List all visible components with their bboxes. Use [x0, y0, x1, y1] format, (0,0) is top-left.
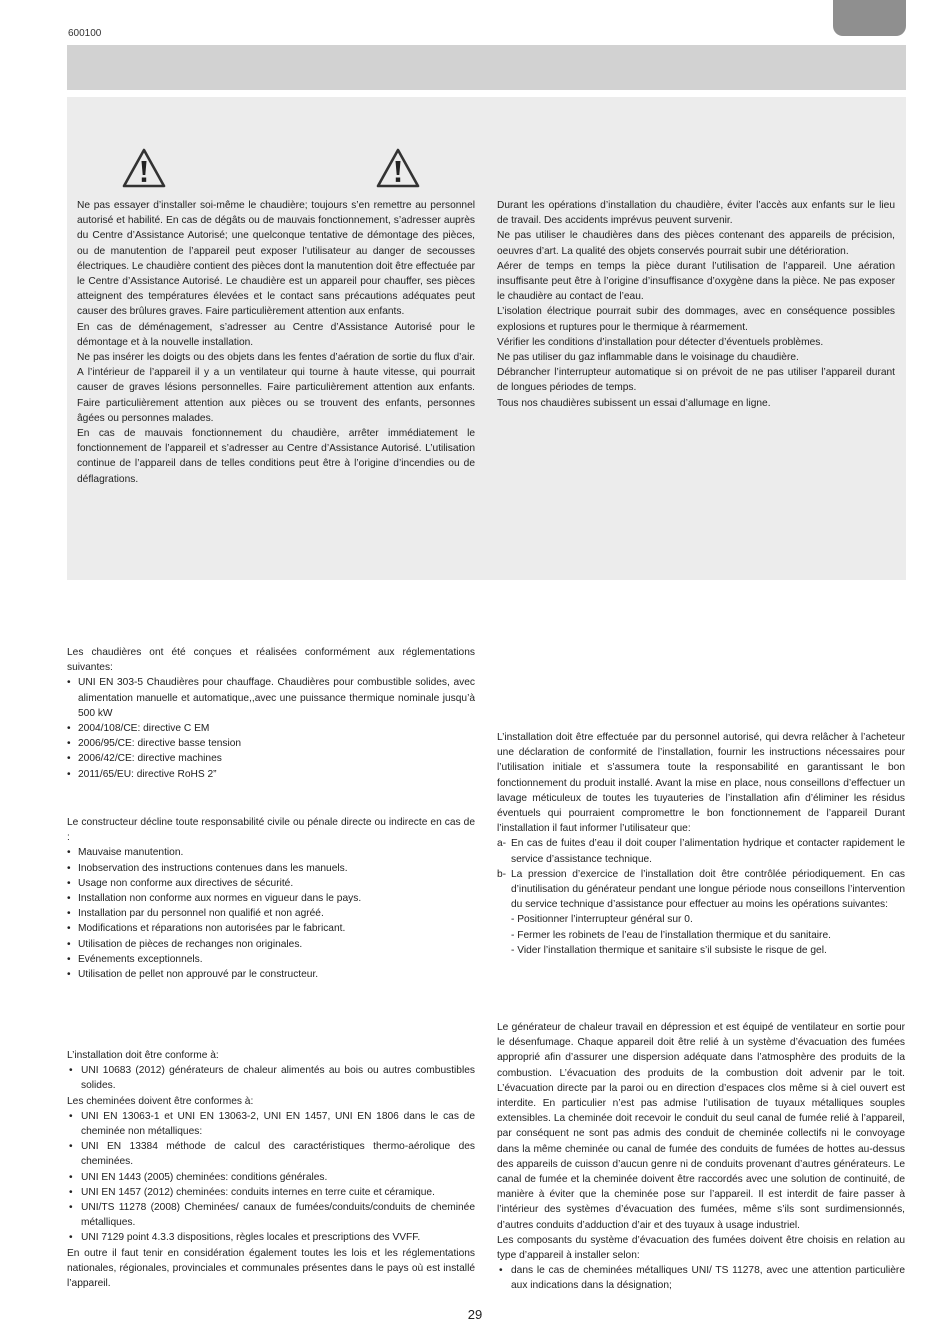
list-item: - Positionner l’interrupteur général sur 0.	[511, 914, 693, 926]
list-item-text: La pression d’exercice de l’installation doit être contrôlée périodiquement. En cas d’inutilisation du générateur pendant une longue période nous conseillons l’intervention du service technique d’assistance pour effectuer au moins les opérations suivantes:	[511, 868, 905, 911]
page-tab	[833, 0, 906, 36]
list-item: • UNI EN 13384 méthode de calcul des caractéristiques thermo-aérolique des cheminées.	[67, 1139, 475, 1169]
paragraph: En cas de déménagement, s’adresser au Centre d’Assistance Autorisé pour le démontage et à la nouvelle installation.	[77, 321, 475, 348]
list-item: • Utilisation de pellet non approuvé par le constructeur.	[67, 967, 475, 982]
paragraph: Ne pas insérer les doigts ou des objets dans les fentes d’aération de sortie du flux d’air. A l’intérieur de l’appareil il y a un ventilateur qui tourne à haute vitesse, qui pourrait causer de graves lésions personnelles. Faire particulièrement attention aux enfants. Faire particulièrement attention aux pièces ou se trouvent des enfants, personnes âgées ou personnes malades.	[77, 352, 475, 424]
list-item: • UNI/TS 11278 (2008) Cheminées/ canaux de fumées/conduits/conduits de cheminée métalliques.	[67, 1200, 475, 1230]
installer-section	[497, 730, 905, 958]
bullet-list	[67, 1109, 475, 1246]
lettered-list	[497, 836, 905, 958]
norms-section	[67, 645, 475, 782]
list-item: • Inobservation des instructions contenues dans les manuels.	[67, 861, 475, 876]
list-letter: b-	[497, 868, 507, 880]
list-item: • Evénements exceptionnels.	[67, 952, 475, 967]
list-item: • UNI 7129 point 4.3.3 dispositions, règles locales et prescriptions des VVFF.	[67, 1230, 475, 1245]
paragraph: Le générateur de chaleur travail en dépression et est équipé de ventilateur en sortie pour le désenfumage. Chaque appareil doit être relié à un système d’évacuation des fumées approprié afin d’assurer une dispersion adéquate dans l’atmosphère des produits de la combustion. L’évacuation des produits de la combustion doit advenir par le toit. L’évacuation directe par la paroi ou en direction d’espaces clos même si à ciel ouvert est interdite. En particulier n’est pas admise l’utilisation de tuyaux métalliques souples extensibles. La cheminée doit recevoir le conduit du seul canal de fumée relié à l’appareil, par conséquent ne sont pas admis des conduit de cheminée collectifs ni le convoyage dans la même cheminée ou canal de fumée des conduits de fumées de hottes au-dessus des appareils de cuisson d’aucun genre ni de conduits provenant d’autres générateurs. Le canal de fumée et la cheminée doivent être raccordés avec une solution de continuité, de manière à éviter que la cheminée pose sur l’appareil. Il est interdit de faire passer à l’intérieur des systèmes d’évacuation des fumées, même s’ils sont surdimensionnés, d’autres conduits d’adduction d’air et des tuyaux à usage industriel.	[497, 1022, 905, 1231]
paragraph: Débrancher l’interrupteur automatique si on prévoit de ne pas utiliser l’appareil durant de longues périodes de temps.	[497, 367, 895, 394]
flue-section	[497, 1020, 905, 1294]
list-letter: a-	[497, 838, 507, 850]
document-code: 600100	[68, 28, 102, 39]
list-item-text: En cas de fuites d’eau il doit couper l’alimentation hydrique et contacter rapidement le service d’assistance technique.	[511, 838, 905, 865]
paragraph: Tous nos chaudières subissent un essai d’allumage en ligne.	[497, 397, 771, 409]
warning-triangle-icon	[121, 147, 167, 189]
bullet-list	[67, 675, 475, 781]
warning-triangle-icon	[375, 147, 421, 189]
list-item: • 2004/108/CE: directive C EM	[67, 721, 475, 736]
list-item: • 2006/42/CE: directive machines	[67, 751, 475, 766]
paragraph: Aérer de temps en temps la pièce durant l’utilisation de l’appareil. Une aération insuffisante peut être à l’origine d’insuffisance d’oxygène dans la pièce. Ne pas exposer le chaudière au contact de l’eau.	[497, 260, 895, 303]
list-item: • Utilisation de pièces de rechanges non originales.	[67, 937, 475, 952]
list-item: • UNI EN 13063-1 et UNI EN 13063-2, UNI EN 1457, UNI EN 1806 dans le cas de cheminée non métalliques:	[67, 1109, 475, 1139]
paragraph: En cas de mauvais fonctionnement du chaudière, arrêter immédiatement le fonctionnement de l’appareil et s’adresser au Centre d’Assistance Autorisé. L’utilisation continue de l’appareil dans de telles conditions peut être à l’origine d’incendies ou de déflagrations.	[77, 428, 475, 485]
list-item	[497, 867, 905, 958]
list-item: • dans le cas de cheminées métalliques UNI/ TS 11278, avec une attention particulière aux indications dans la désignation;	[497, 1263, 905, 1293]
paragraph: Le constructeur décline toute responsabilité civile ou pénale directe ou indirecte en cas de :	[67, 817, 475, 844]
paragraph: Ne pas essayer d’installer soi-même le chaudière; toujours s’en remettre au personnel autorisé et habilité. En cas de dégâts ou de mauvais fonctionnement, s’adresser auprès du Centre d’Assistance Autorisé; une quelconque tentative de démontage des pièces, ou de manutention de l’appareil peut exposer l’utilisateur au danger de secousses électriques. Le chaudière contient des pièces dont la manutention doit être effectuée par le Centre d’Assistance Autorisé. Le chaudière est un appareil pour chauffer, ses pièces atteignent des températures élevées et le contact sans précautions adéquates peut causer des brûlures graves. Faire particulièrement attention aux enfants.	[77, 200, 475, 318]
paragraph: Durant les opérations d’installation du chaudière, éviter l’accès aux enfants sur le lieu de travail. Des accidents imprévus peuvent survenir.	[497, 200, 895, 227]
paragraph: Ne pas utiliser le chaudières dans des pièces contenant des appareils de précision, oeuvres d’art. La qualité des objets conservés pourrait subir une détérioration.	[497, 230, 895, 257]
paragraph: En outre il faut tenir en considération également toutes les lois et les réglementations nationales, régionales, provinciales et communales présentes dans le pays où est installé l’appareil.	[67, 1247, 475, 1290]
responsibility-section	[67, 815, 475, 982]
list-item: • 2011/65/EU: directive RoHS 2”	[67, 767, 475, 782]
bullet-list	[67, 845, 475, 982]
list-item	[497, 836, 905, 866]
list-item: • UNI EN 1457 (2012) cheminées: conduits internes en terre cuite et céramique.	[67, 1185, 475, 1200]
list-item: - Vider l’installation thermique et sanitaire s’il subsiste le risque de gel.	[511, 944, 827, 956]
paragraph: L’installation doit être effectuée par du personnel autorisé, qui devra relâcher à l’acheteur une déclaration de conformité de l’installation, fournir les instructions nécessaires pour l’utilisation initiale et s’assumera toute la responsabilité en garantissant le bon fonctionnement du produit installé. Avant la mise en place, nous conseillons d’effectuer un lavage méticuleux de toutes les tuyauteries de l’installation afin d’éliminer les résidus éventuels qui pourraient compromettre le bon fonctionnement de l’appareil Durant l’installation il faut informer l’utilisateur que:	[497, 732, 905, 835]
warning-text-left	[77, 198, 475, 487]
list-item: • Modifications et réparations non autorisées par le fabricant.	[67, 921, 475, 936]
list-item: • Installation par du personnel non qualifié et non agréé.	[67, 906, 475, 921]
list-item: • 2006/95/CE: directive basse tension	[67, 736, 475, 751]
list-item: • Installation non conforme aux normes en vigueur dans le pays.	[67, 891, 475, 906]
page-number: 29	[467, 1307, 483, 1322]
list-item: - Fermer les robinets de l’eau de l’installation thermique et du sanitaire.	[511, 929, 831, 941]
paragraph: Vérifier les conditions d’installation pour détecter d’éventuels problèmes.	[497, 336, 824, 348]
paragraph: Les cheminées doivent être conformes à:	[67, 1095, 254, 1107]
paragraph: Ne pas utiliser du gaz inflammable dans le voisinage du chaudière.	[497, 352, 799, 364]
bullet-list	[67, 1063, 475, 1093]
list-item: • Usage non conforme aux directives de sécurité.	[67, 876, 475, 891]
paragraph: L’installation doit être conforme à:	[67, 1050, 219, 1061]
paragraph: Les chaudières ont été conçues et réalisées conformément aux réglementations suivantes:	[67, 647, 475, 674]
paragraph: L’isolation électrique pourrait subir des dommages, avec en conséquence possibles explosions et ruptures pour le thermique à réarmement.	[497, 306, 895, 333]
warning-text-right	[497, 198, 895, 411]
installation-norms-section	[67, 1048, 475, 1291]
paragraph: Les composants du système d’évacuation des fumées doivent être choisis en relation au type d’appareil à installer selon:	[497, 1234, 905, 1262]
list-item: • UNI 10683 (2012) générateurs de chaleur alimentés au bois ou autres combustibles solides.	[67, 1063, 475, 1093]
list-item: • UNI EN 303-5 Chaudières pour chauffage. Chaudières pour combustible solides, avec alimentation manuelle et automatique,,avec une puissance thermique nominale jusqu’à 500 kW	[67, 675, 475, 721]
list-item: • UNI EN 1443 (2005) cheminées: conditions générales.	[67, 1170, 475, 1185]
list-item: • Mauvaise manutention.	[67, 845, 475, 860]
section-header-bar	[67, 45, 906, 90]
dash-list	[511, 912, 905, 958]
bullet-list	[497, 1263, 905, 1293]
